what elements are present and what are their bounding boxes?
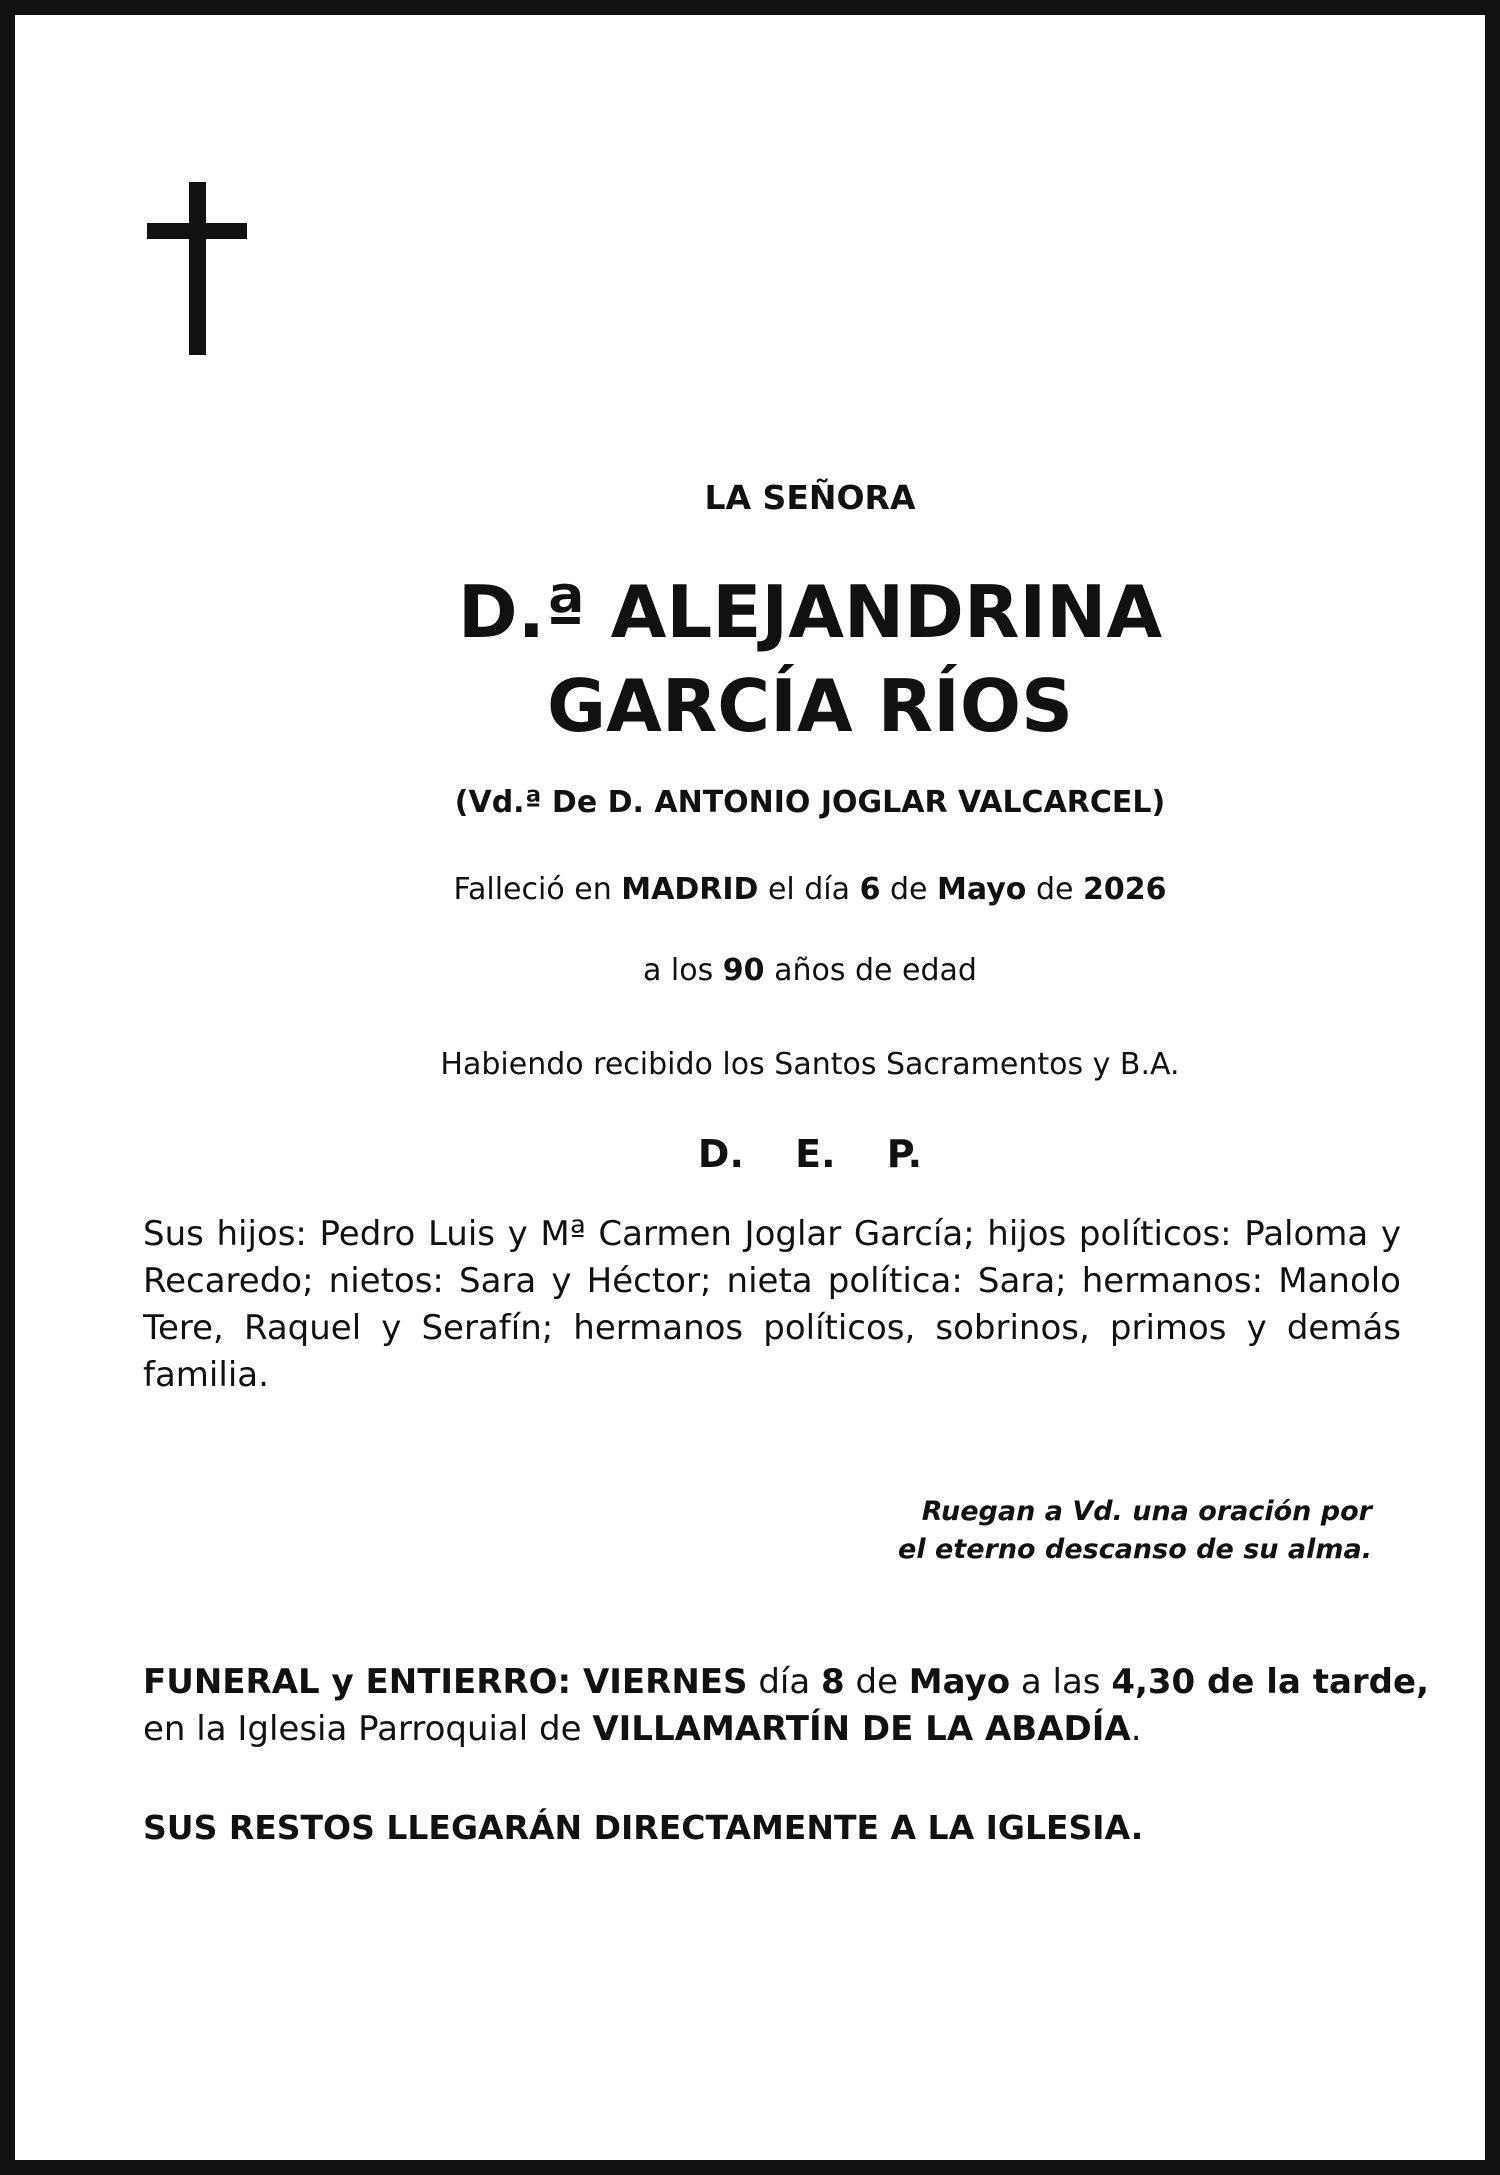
widow-of: (Vd.ª De D. ANTONIO JOGLAR VALCARCEL) <box>454 785 1166 820</box>
prayer-line2: el eterno descanso de su alma. <box>898 1534 1372 1565</box>
funeral-place: VILLAMARTÍN DE LA ABADÍA <box>592 1709 1131 1749</box>
funeral-place-end: . <box>1130 1709 1142 1749</box>
prayer-line1: Ruegan a Vd. una oración por <box>921 1496 1372 1527</box>
death-of1: de <box>890 872 928 907</box>
funeral-month: Mayo <box>908 1662 1011 1702</box>
funeral-day: 8 <box>821 1662 845 1702</box>
deceased-name-line1: D.ª ALEJANDRINA <box>457 570 1163 654</box>
death-info <box>345 870 1275 910</box>
death-day: 6 <box>859 872 881 907</box>
funeral-of: de <box>855 1662 898 1702</box>
death-year: 2026 <box>1082 872 1167 907</box>
death-prefix: Falleció en <box>453 872 612 907</box>
funeral-time: 4,30 de la tarde, <box>1111 1662 1429 1702</box>
deceased-name <box>345 565 1275 753</box>
funeral-at: a las <box>1020 1662 1101 1702</box>
funeral-place-prefix: en la Iglesia Parroquial de <box>143 1709 582 1749</box>
prayer-text <box>672 1493 1372 1569</box>
sacraments-text: Habiendo recibido los Santos Sacramentos y B.A. <box>440 1047 1180 1082</box>
age-info <box>345 951 1275 991</box>
death-day-text: el día <box>767 872 851 907</box>
heading: LA SEÑORA <box>704 478 916 517</box>
age-years: 90 <box>722 953 765 988</box>
cross-vertical-bar <box>189 182 206 355</box>
dep-text: D. E. P. <box>697 1132 923 1176</box>
death-month: Mayo <box>937 872 1027 907</box>
age-prefix: a los <box>643 953 714 988</box>
funeral-line2 <box>143 1706 1433 1753</box>
remains-text: SUS RESTOS LLEGARÁN DIRECTAMENTE A LA IGLESIA. <box>143 1808 1144 1847</box>
funeral-day-text: día <box>758 1662 811 1702</box>
family-text: Sus hijos: Pedro Luis y Mª Carmen Joglar García; hijos políticos: Paloma y Recaredo; nietos: Sara y Héctor; nieta política: Sara; hermanos: Manolo Tere, Raquel y Serafín; hermanos políticos, sobrinos, primos y demás familia. <box>143 1214 1401 1395</box>
funeral-info <box>143 1659 1433 1753</box>
death-city: MADRID <box>621 872 759 907</box>
age-suffix: años de edad <box>774 953 977 988</box>
cross-icon <box>147 182 247 355</box>
death-of2: de <box>1035 872 1074 907</box>
deceased-name-line2: GARCÍA RÍOS <box>547 664 1073 748</box>
funeral-line1 <box>143 1659 1433 1706</box>
cross-horizontal-bar <box>147 223 247 239</box>
funeral-label: FUNERAL y ENTIERRO: VIERNES <box>143 1662 748 1702</box>
